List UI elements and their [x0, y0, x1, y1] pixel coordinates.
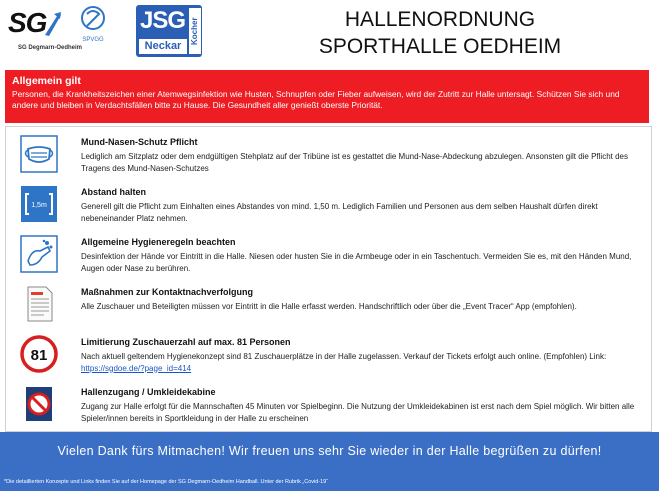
- form-icon: [20, 285, 58, 323]
- distance-icon: [20, 185, 58, 223]
- banner-text: Personen, die Krankheitszeichen einer Atemwegsinfektion wie Husten, Schnupfen oder Fieber aufweisen, wird der Zutritt zur Halle untersagt. Schützen Sie sich und andere und bleiben in Verdachtsfällen bitte zu Hause. Die Gesundheit aller genießt oberste Priorität.: [12, 89, 620, 110]
- jsg-logo-text: JSG: [140, 7, 186, 34]
- rule-mask: [6, 131, 651, 181]
- rule-text: Alle Zuschauer und Beteiligten müssen vor Eintritt in die Halle erfasst werden. Handschriftlich oder über die „Event Tracer“ App (empfohlen).: [81, 302, 577, 311]
- banner-title: Allgemein gilt: [12, 75, 81, 87]
- hygiene-icon: [20, 235, 58, 273]
- rule-text-body: Nach aktuell geltendem Hygienekonzept sind 81 Zuschauerplätze in der Halle zugelassen. Verkauf der Tickets erfolgt auch online. (Empfohlen) Link:: [81, 352, 607, 361]
- rule-title: Mund-Nasen-Schutz Pflicht: [81, 137, 198, 147]
- distance-icon-label: 1,5m: [31, 202, 47, 209]
- rule-contact-tracing: [6, 281, 651, 331]
- ticket-link[interactable]: https://sgdoe.de/?page_id=414: [81, 363, 192, 373]
- rule-title: Abstand halten: [81, 187, 147, 197]
- rule-visitor-limit: [6, 331, 651, 381]
- rule-hygiene: [6, 231, 651, 281]
- page-title: [240, 6, 640, 60]
- spvgg-logo: [78, 4, 108, 52]
- jsg-logo: [136, 5, 202, 57]
- rule-title: Maßnahmen zur Kontaktnachverfolgung: [81, 287, 254, 297]
- title-line-1: HALLENORDNUNG: [344, 8, 536, 31]
- footer-banner: [0, 432, 659, 491]
- arrow-icon: [42, 9, 64, 39]
- rule-text: [81, 351, 641, 374]
- rule-title: Hallenzugang / Umkleidekabine: [81, 387, 216, 397]
- rules-panel: [5, 126, 652, 432]
- footnote: *Die detaillierten Konzepte und Links finden Sie auf der Homepage der SG Degmarn-Oedheim Handball. Unter der Rubrik „Covid-19“: [4, 479, 329, 485]
- rule-text: Desinfektion der Hände vor Eintritt in die Halle. Niesen oder husten Sie in die Armbeuge oder in ein Taschentuch. Vermeiden Sie es, mit den Händen Mund, Augen oder Nase zu berühren.: [81, 252, 632, 273]
- title-line-2: SPORTHALLE OEDHEIM: [318, 35, 562, 58]
- jsg-logo-neckar: Neckar: [139, 39, 187, 54]
- mask-icon: [20, 135, 58, 173]
- rule-title: Limitierung Zuschauerzahl auf max. 81 Personen: [81, 337, 291, 347]
- sg-logo-subtitle: SG Degmarn-Oedheim: [18, 45, 83, 51]
- rule-text: Generell gilt die Pflicht zum Einhalten eines Abstandes von mind. 1,50 m. Lediglich Familien und Personen aus dem selben Haushalt dürfen direkt nebeneinander Platz nehmen.: [81, 202, 598, 223]
- spvgg-logo-text: SPVGG: [82, 37, 104, 43]
- limit-icon-label: 81: [30, 347, 48, 364]
- no-entry-door-icon: [20, 385, 58, 423]
- header: [0, 0, 659, 68]
- rule-title: Allgemeine Hygieneregeln beachten: [81, 237, 236, 247]
- general-rule-banner: [5, 70, 649, 123]
- rule-text: Lediglich am Sitzplatz oder dem endgültigen Stehplatz auf der Tribüne ist es gestattet die Mund-Nase-Abdeckung abzulegen. Ansonsten gilt die Pflicht des Tragens des Mund-Nasen-Schutzes: [81, 152, 628, 173]
- rule-distance: [6, 181, 651, 231]
- sg-logo-text: SG: [8, 7, 47, 38]
- rule-text: Zugang zur Halle erfolgt für die Mannschaften 45 Minuten vor Spielbeginn. Die Nutzung der Umkleidekabinen ist erst nach dem Spiel möglich. Wir bitten alle Spieler/innen bereits in Sportkleidung in der Halle zu erscheinen: [81, 402, 635, 423]
- jsg-logo-kocher: Kocher: [189, 8, 201, 54]
- limit-81-icon: [20, 335, 58, 373]
- rule-hall-access: [6, 381, 651, 431]
- thank-you-message: Vielen Dank fürs Mitmachen! Wir freuen uns sehr Sie wieder in der Halle begrüßen zu dürfen!: [57, 444, 602, 458]
